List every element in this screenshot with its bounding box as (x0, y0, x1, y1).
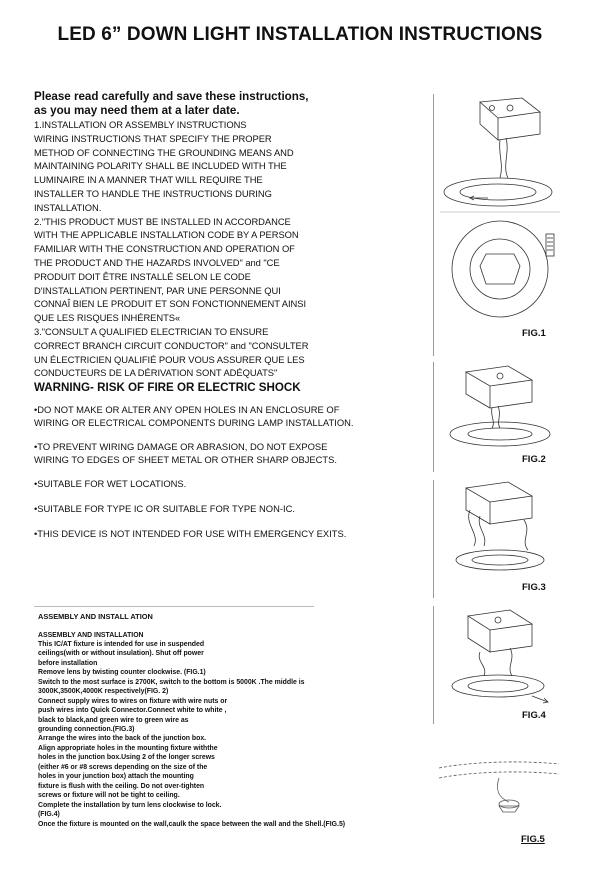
intro-line: 3."CONSULT A QUALIFIED ELECTRICIAN TO ENSURE (34, 325, 269, 337)
warning-title: WARNING- RISK OF FIRE OR ELECTRIC SHOCK (34, 381, 301, 394)
intro-line: FAMILIAR WITH THE CONSTRUCTION AND OPERATION OF (34, 243, 295, 255)
assembly-line: 3000K,3500K,4000K respectively(FIG. 2) (38, 688, 169, 696)
intro-line: CONNAÎ BIEN LE PRODUIT ET SON FONCTIONNEMENT AINSI (34, 298, 307, 310)
assembly-section (38, 612, 433, 829)
assembly-line: Once the fixture is mounted on the wall,caulk the space between the wall and the Shell.(FIG.5) (38, 820, 346, 828)
assembly-line: holes in the junction box.Using 2 of the longer screws (38, 754, 215, 762)
intro-heading-line: as you may need them at a later date. (34, 104, 240, 117)
assembly-line: Align appropriate holes in the mounting fixture withthe (38, 744, 218, 752)
figure-4-panel (433, 606, 560, 724)
warning-item: •DO NOT MAKE OR ALTER ANY OPEN HOLES IN AN ENCLOSURE OF WIRING OR ELECTRICAL COMPONENTS DURING LAMP INSTALLATION. (34, 404, 354, 428)
intro-line: PRODUIT DOIT ÊTRE INSTALLÉ SELON LE CODE (34, 270, 251, 282)
assembly-line: Switch to the most surface is 2700K, switch to the bottom is 5000K .The middle is (38, 678, 305, 686)
figure-2-label: FIG.2 (522, 454, 546, 465)
assembly-line: Arrange the wires into the back of the junction box. (38, 735, 207, 743)
warning-list (34, 404, 354, 552)
assembly-line: grounding connection.(FIG.3) (38, 726, 135, 734)
figure-1-illustration (440, 94, 560, 324)
assembly-line: screws or fixture will not be tight to ceiling. (38, 792, 180, 800)
figure-2-illustration (440, 362, 560, 457)
intro-line: D'INSTALLATION PERTINENT, PAR UNE PERSONNE QUI (34, 284, 281, 296)
warning-item: •THIS DEVICE IS NOT INTENDED FOR USE WITH EMERGENCY EXITS. (34, 527, 347, 539)
warning-item: •SUITABLE FOR WET LOCATIONS. (34, 478, 187, 490)
figure-5-panel (433, 738, 559, 850)
intro-line: INSTALLER TO HANDLE THE INSTRUCTIONS DURING (34, 187, 272, 199)
page-title: LED 6” DOWN LIGHT INSTALLATION INSTRUCTIONS (57, 24, 543, 45)
assembly-line: Connect supply wires to wires on fixture with wire nuts or (38, 697, 228, 705)
intro-line: CORRECT BRANCH CIRCUIT CONDUCTOR" and "CONSULTER (34, 339, 309, 351)
intro-line: 2."THIS PRODUCT MUST BE INSTALLED IN ACCORDANCE (34, 215, 291, 227)
intro-line: THE PRODUCT AND THE HAZARDS INVOLVED" and "CE (34, 256, 280, 268)
intro-line: WITH THE APPLICABLE INSTALLATION CODE BY A PERSON (34, 229, 299, 241)
figure-4-illustration (440, 606, 560, 706)
figure-5-illustration (439, 738, 559, 838)
assembly-line: push wires into Quick Connector.Connect white to white , (38, 707, 227, 715)
warning-item: •TO PREVENT WIRING DAMAGE OR ABRASION, DO NOT EXPOSE WIRING TO EDGES OF SHEET METAL OR OTHER SHARP OBJECTS. (34, 441, 337, 465)
section-divider (34, 606, 314, 607)
intro-line: INSTALLATION. (34, 201, 102, 213)
figure-3-label: FIG.3 (522, 582, 546, 593)
warning-item: •SUITABLE FOR TYPE IC OR SUITABLE FOR TYPE NON-IC. (34, 502, 295, 514)
figure-1-panel (433, 94, 560, 356)
intro-line: LUMINAIRE IN A MANNER THAT WILL REQUIRE THE (34, 174, 263, 186)
intro-line: WIRING INSTRUCTIONS THAT SPECIFY THE PROPER (34, 132, 272, 144)
figure-3-panel (433, 480, 560, 598)
assembly-line: ceilings(with or without insulation). Shut off power (38, 650, 204, 658)
assembly-line: black to black,and green wire to green wire as (38, 716, 189, 724)
assembly-line: (FIG.4) (38, 811, 60, 819)
assembly-line: before installation (38, 659, 98, 667)
figure-5-label: FIG.5 (521, 834, 545, 845)
intro-heading-line: Please read carefully and save these instructions, (34, 90, 309, 103)
intro-line: 1.INSTALLATION OR ASSEMBLY INSTRUCTIONS (34, 119, 247, 130)
intro-line: MAINTAINING POLARITY SHALL BE INCLUDED WITH THE (34, 160, 287, 172)
assembly-line: Complete the installation by turn lens clockwise to lock. (38, 801, 222, 809)
figure-1-label: FIG.1 (522, 328, 546, 339)
assembly-line: fixture is flush with the ceiling. Do not over-tighten (38, 782, 205, 790)
assembly-line: Remove lens by twisting counter clockwise. (FIG.1) (38, 669, 206, 677)
intro-line: CONDUCTEURS DE LA DÉRIVATION SONT ADÉQUATS" (34, 367, 278, 379)
assembly-subtitle: ASSEMBLY AND INSTALLATION (38, 631, 144, 639)
intro-line: UN ÉLECTRICIEN QUALIFIÉ POUR VOUS ASSURER QUE LES (34, 353, 305, 365)
figure-2-panel (433, 362, 560, 472)
figure-3-illustration (440, 480, 560, 580)
intro-line: QUE LES RISQUES INHÉRENTS« (34, 312, 181, 324)
intro-line: METHOD OF CONNECTING THE GROUNDING MEANS AND (34, 146, 294, 158)
figure-4-label: FIG.4 (522, 710, 546, 721)
assembly-line: This IC/AT fixture is intended for use in suspended (38, 640, 205, 648)
assembly-line: (either #6 or #8 screws depending on the size of the (38, 763, 208, 771)
assembly-section-title: ASSEMBLY AND INSTALL ATION (38, 612, 153, 621)
intro-section (34, 90, 364, 380)
assembly-line: holes in your junction box) attach the mounting (38, 773, 194, 781)
